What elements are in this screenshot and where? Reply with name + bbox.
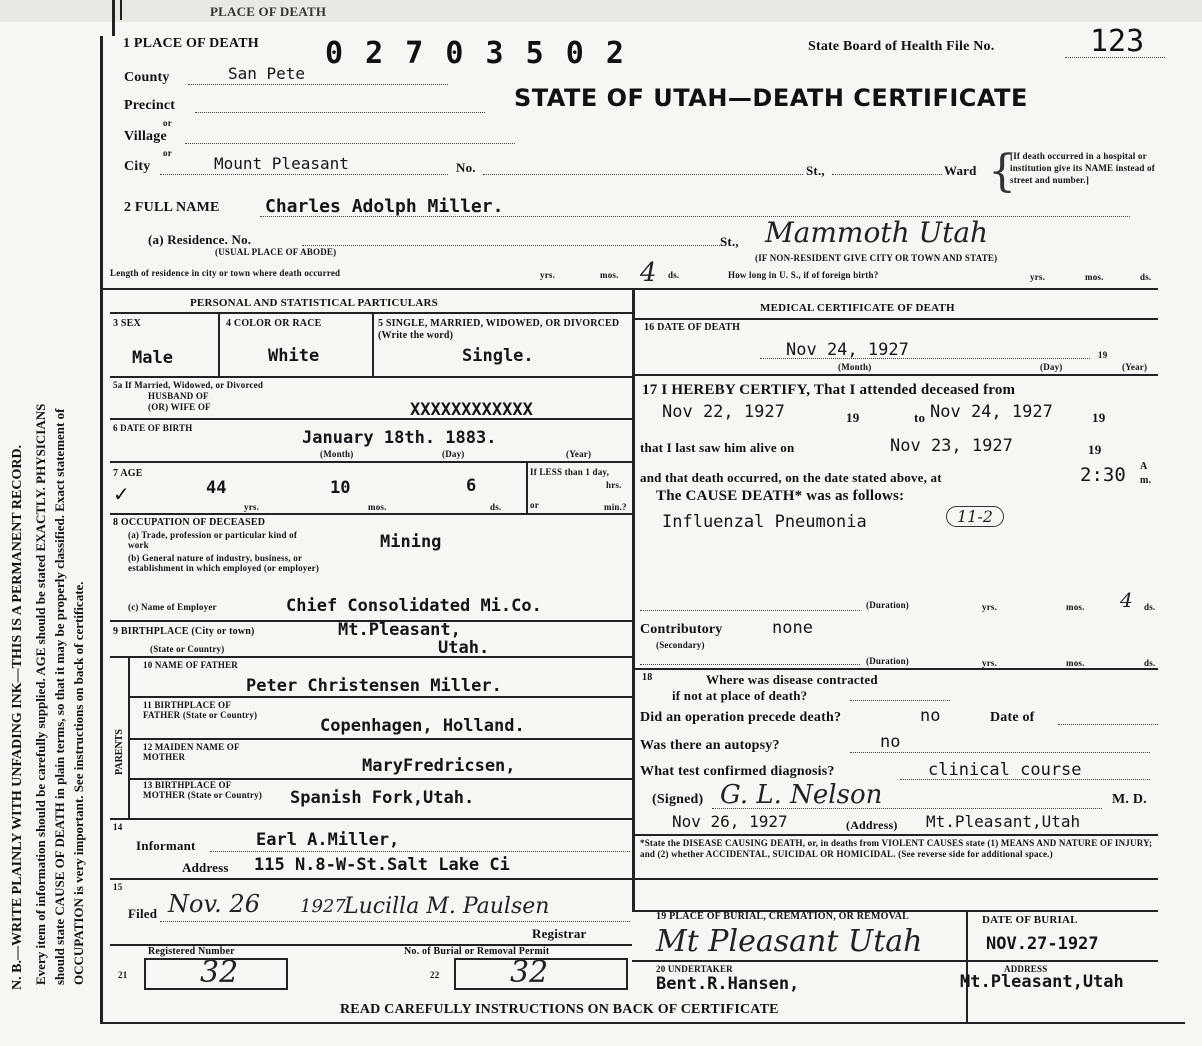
permit-value: 32 (510, 955, 549, 990)
informant-value: Earl A.Miller, (256, 830, 400, 850)
certificate-title: STATE OF UTAH—DEATH CERTIFICATE (514, 84, 1028, 112)
mother-value: MaryFredricsen, (362, 756, 516, 776)
date-of-death-label: 16 DATE OF DEATH (644, 322, 741, 333)
file-number: 0 2 7 0 3 5 0 2 (325, 36, 626, 71)
q18-a: Where was disease contracted (706, 672, 878, 687)
filed-date: Nov. 26 (168, 890, 260, 918)
father-value: Peter Christensen Miller. (246, 676, 502, 696)
mother-label: 12 MAIDEN NAME OF MOTHER (143, 742, 240, 762)
attended-from: Nov 22, 1927 (662, 402, 785, 422)
med-address-label: (Address) (846, 818, 898, 832)
margin-line-3: should state CAUSE OF DEATH in plain terms, so that it may be properly classified. Exact statement of (52, 408, 67, 985)
form-left-border (100, 36, 103, 1022)
state-file-number: 123 (1090, 24, 1145, 59)
birthplace-city: Mt.Pleasant, (338, 620, 461, 640)
to-19: 19 (1092, 410, 1106, 425)
top-strip-text: PLACE OF DEATH (210, 4, 327, 19)
burial-divider (966, 910, 968, 1022)
informant-address: 115 N.8-W-St.Salt Lake Ci (254, 855, 510, 875)
dod-19: 19 (1098, 350, 1108, 360)
informant-num: 14 (113, 822, 123, 832)
occupation-a-label: (a) Trade, profession or particular kind of work (128, 530, 298, 550)
residence-length-label: Length of residence in city or town where death occurred (110, 268, 341, 278)
secondary-label: (Secondary) (656, 640, 705, 650)
margin-line-2: Every item of information should be carefully supplied. AGE should be stated EXACTLY. PHYSICIANS (33, 403, 48, 985)
duration2-label: (Duration) (866, 656, 909, 666)
duration2-mos: mos. (1066, 658, 1085, 668)
last-saw-19: 19 (1088, 442, 1102, 457)
less-or: or (530, 500, 539, 510)
employer-label: (c) Name of Employer (128, 602, 217, 612)
duration-mos-value: 4 (1120, 588, 1133, 612)
date-of-line (1058, 724, 1158, 725)
hospital-note: [If death occurred in a hospital or institution give its NAME instead of street and number.] (1010, 151, 1155, 185)
ward-line (832, 174, 942, 175)
informant-line (210, 851, 630, 852)
father-bp-row-bottom (128, 738, 632, 740)
autopsy-line (850, 752, 1150, 753)
duration-yrs: yrs. (982, 602, 998, 612)
spouse-value: XXXXXXXXXXXX (410, 400, 533, 420)
full-name-value: Charles Adolph Miller. (265, 196, 504, 217)
dod-month: (Month) (838, 362, 872, 372)
undertaker-address-label: ADDRESS (1004, 964, 1048, 974)
medical-header: MEDICAL CERTIFICATE OF DEATH (760, 302, 955, 314)
medical-footnote: *State the DISEASE CAUSING DEATH, or, in deaths from VIOLENT CAUSES state (1) MEANS AND NATURE OF INJURY; and (2) whether ACCIDENTAL, SUICIDAL OR HOMICIDAL. (See reverse side for additional space.) (640, 838, 1153, 859)
signed-row-bottom (632, 834, 1158, 836)
parents-label: PARENTS (114, 729, 125, 775)
marital-label: 5 SINGLE, MARRIED, WIDOWED, OR DIVORCED (Write the word) (378, 318, 620, 341)
autopsy-value: no (880, 732, 901, 752)
spouse-row-bottom (110, 418, 632, 420)
cause-value: Influenzal Pneumonia (662, 512, 867, 532)
precinct-label: Precinct (124, 98, 176, 113)
date-of-label: Date of (990, 710, 1035, 725)
father-bp-label: 11 BIRTHPLACE OF FATHER (State or Country) (143, 700, 258, 720)
filed-line (160, 921, 630, 922)
state-file-line (1065, 57, 1165, 58)
left-edge-line (112, 0, 115, 36)
age-days: 6 (466, 476, 477, 496)
q18-b: if not at place of death? (672, 688, 808, 703)
main-divider (632, 288, 635, 910)
attended-to: Nov 24, 1927 (930, 402, 1053, 422)
res-mos: mos. (600, 270, 619, 280)
sex-label: 3 SEX (113, 318, 141, 329)
signed-label: (Signed) (652, 792, 704, 807)
duration2-yrs: yrs. (982, 658, 998, 668)
personal-header: PERSONAL AND STATISTICAL PARTICULARS (190, 297, 438, 309)
undertaker-label: 20 UNDERTAKER (656, 964, 733, 974)
reg-number-label: Registered Number (148, 946, 235, 957)
less-min: min.? (604, 502, 627, 512)
ward-brace: { (988, 146, 1016, 197)
father-bp-value: Copenhagen, Holland. (320, 716, 525, 736)
age-label: 7 AGE (113, 468, 143, 479)
mother-bp-row-bottom (110, 818, 632, 820)
county-label: County (124, 70, 170, 85)
city-label: City (124, 159, 151, 174)
registrar-label: Registrar (532, 926, 587, 941)
main-top-line (100, 288, 1158, 290)
res-ds: ds. (668, 270, 680, 280)
burial-mid-line (632, 960, 1158, 962)
dod-row-bottom (632, 374, 1158, 376)
spouse-label-1: 5a If Married, Widowed, or Divorced (113, 380, 264, 390)
operation-value: no (920, 706, 941, 726)
city-value: Mount Pleasant (214, 154, 349, 173)
medical-mid-line (632, 668, 1158, 670)
cause-label: The CAUSE DEATH* was as follows: (656, 488, 905, 504)
dod-day: (Day) (1040, 362, 1063, 372)
state-file-label: State Board of Health File No. (808, 39, 995, 54)
less-than-label: If LESS than 1 day, (530, 467, 610, 477)
res-yrs: yrs. (540, 270, 556, 280)
ampm: A m. (1140, 461, 1152, 486)
us-yrs: yrs. (1030, 272, 1046, 282)
color-label: 4 COLOR OR RACE (226, 318, 322, 329)
last-saw-value: Nov 23, 1927 (890, 436, 1013, 456)
birthplace-row-bottom (110, 656, 632, 658)
occupation-label: 8 OCCUPATION OF DECEASED (113, 517, 266, 528)
age-years: 44 (206, 478, 227, 498)
date-of-death-value: Nov 24, 1927 (786, 340, 909, 360)
burial-date-label: DATE OF BURIAL (982, 914, 1078, 926)
q18-line (850, 700, 950, 701)
occupation-b-label: (b) General nature of industry, business, or establishment in which employed (or employer) (128, 553, 320, 573)
q18-num: 18 (642, 672, 653, 683)
last-saw-label: that I last saw him alive on (640, 440, 795, 455)
reg-num-22: 22 (430, 970, 440, 980)
md-label: M. D. (1112, 792, 1147, 807)
dod-year: (Year) (1122, 362, 1148, 372)
precinct-line (195, 112, 485, 113)
operation-label: Did an operation precede death? (640, 710, 842, 725)
personal-header-line (110, 312, 632, 314)
city-no-line (483, 174, 803, 175)
father-row-bottom (128, 696, 632, 698)
signed-date: Nov 26, 1927 (672, 812, 788, 831)
contributory-label: Contributory (640, 622, 723, 637)
village-label: Village (124, 129, 167, 144)
burial-place-value: Mt Pleasant Utah (656, 924, 923, 959)
city-st-label: St., (806, 163, 825, 178)
death-occurred-label: and that death occurred, on the date stated above, at (640, 470, 942, 485)
margin-line-1: N. B.—WRITE PLAINLY WITH UNFADING INK—THIS IS A PERMANENT RECORD. (10, 444, 25, 990)
full-name-label: 2 FULL NAME (124, 200, 220, 215)
registrar-signature: Lucilla M. Paulsen (344, 894, 550, 919)
footer-instructions: READ CAREFULLY INSTRUCTIONS ON BACK OF CERTIFICATE (340, 1002, 779, 1017)
county-line (188, 84, 448, 85)
spouse-label-2: HUSBAND OF (148, 391, 209, 401)
duration-label: (Duration) (866, 600, 909, 610)
mother-bp-label: 13 BIRTHPLACE OF MOTHER (State or Country) (143, 780, 263, 800)
reg-num-21: 21 (118, 970, 128, 980)
sex-divider (218, 312, 220, 376)
city-no-label: No. (456, 160, 476, 175)
dob-day: (Day) (442, 449, 465, 459)
or-2: or (163, 148, 172, 158)
signed-line (712, 808, 1102, 809)
birthplace-label: 9 BIRTHPLACE (City or town) (113, 626, 255, 637)
time-of-death: 2:30 (1080, 464, 1126, 486)
filed-num: 15 (113, 882, 123, 892)
margin-line-4: OCCUPATION is very important. See instructions on back of certificate. (71, 581, 86, 985)
residence-label: (a) Residence. No. (148, 232, 252, 247)
med-address-value: Mt.Pleasant,Utah (926, 812, 1081, 831)
place-of-death-label: 1 PLACE OF DEATH (123, 36, 259, 51)
birthplace-state: Utah. (438, 638, 490, 658)
color-divider (372, 312, 374, 376)
informant-row-bottom (110, 878, 1158, 880)
test-value: clinical course (928, 760, 1082, 780)
undertaker-address: Mt.Pleasant,Utah (960, 972, 1124, 992)
age-mos-word: mos. (368, 502, 387, 512)
dob-month: (Month) (320, 449, 354, 459)
us-ds: ds. (1140, 272, 1152, 282)
us-mos: mos. (1085, 272, 1104, 282)
reg-number-value: 32 (200, 955, 239, 990)
informant-address-label: Address (182, 860, 229, 875)
occupation-value: Mining (380, 532, 442, 552)
county-value: San Pete (228, 64, 306, 83)
color-value: White (268, 346, 320, 366)
contributory-value: none (772, 618, 813, 638)
informant-label: Informant (136, 838, 196, 853)
left-edge-line-2 (120, 0, 122, 20)
sex-value: Male (132, 348, 173, 368)
physician-signature: G. L. Nelson (720, 780, 883, 810)
birthplace-sub: (State or Country) (150, 644, 225, 654)
nonresident-note: (IF NON-RESIDENT GIVE CITY OR TOWN AND STATE) (755, 253, 998, 263)
parents-divider (128, 656, 130, 818)
from-19: 19 (846, 410, 860, 425)
filed-year: 1927 (300, 896, 346, 917)
age-ds-word: ds. (490, 502, 502, 512)
dob-label: 6 DATE OF BIRTH (113, 423, 193, 433)
permit-label: No. of Burial or Removal Permit (404, 946, 550, 957)
res-mos-value: 4 (640, 258, 657, 288)
dod-line (760, 358, 1090, 359)
test-line (900, 779, 1150, 780)
ward-label: Ward (944, 163, 977, 178)
duration-mos: mos. (1066, 602, 1085, 612)
burial-place-label: 19 PLACE OF BURIAL, CREMATION, OR REMOVAL (656, 911, 910, 922)
city-line (160, 174, 448, 175)
spouse-label-3: (OR) WIFE OF (148, 402, 211, 412)
duration2-ds: ds. (1144, 658, 1156, 668)
certify-line: 17 I HEREBY CERTIFY, That I attended deceased from (642, 382, 1016, 398)
dob-row-bottom (110, 461, 632, 463)
form-bottom-border (100, 1022, 1185, 1024)
to-word: to (914, 410, 926, 425)
duration-line (640, 610, 860, 611)
undertaker-value: Bent.R.Hansen, (656, 974, 800, 994)
father-label: 10 NAME OF FATHER (143, 660, 238, 670)
dob-year: (Year) (566, 449, 592, 459)
residence-st-label: St., (720, 234, 739, 249)
medical-header-line (632, 318, 1158, 320)
cause-note: 11-2 (946, 506, 1004, 527)
village-line (185, 143, 515, 144)
sex-row-bottom (110, 376, 632, 378)
full-name-line (260, 216, 1130, 217)
age-less-divider (526, 461, 528, 513)
age-months: 10 (330, 478, 351, 498)
duration2-line (640, 664, 860, 665)
residence-value: Mammoth Utah (765, 216, 989, 249)
filed-label: Filed (128, 906, 158, 921)
usual-abode: (USUAL PLACE OF ABODE) (215, 247, 337, 257)
less-hrs: hrs. (606, 480, 622, 490)
top-strip (0, 0, 1202, 22)
duration-ds: ds. (1144, 602, 1156, 612)
mother-bp-value: Spanish Fork,Utah. (290, 788, 475, 808)
test-label: What test confirmed diagnosis? (640, 764, 835, 779)
employer-value: Chief Consolidated Mi.Co. (286, 596, 542, 616)
or-1: or (163, 118, 172, 128)
age-check: ✓ (113, 482, 130, 506)
marital-value: Single. (462, 346, 534, 366)
age-yrs-word: yrs. (244, 502, 260, 512)
autopsy-label: Was there an autopsy? (640, 738, 780, 753)
age-row-bottom (110, 513, 632, 515)
residence-line (302, 245, 722, 246)
burial-date-value: NOV.27-1927 (986, 934, 1099, 954)
dob-value: January 18th. 1883. (302, 428, 497, 448)
how-long-us: How long in U. S., if of foreign birth? (728, 270, 879, 280)
